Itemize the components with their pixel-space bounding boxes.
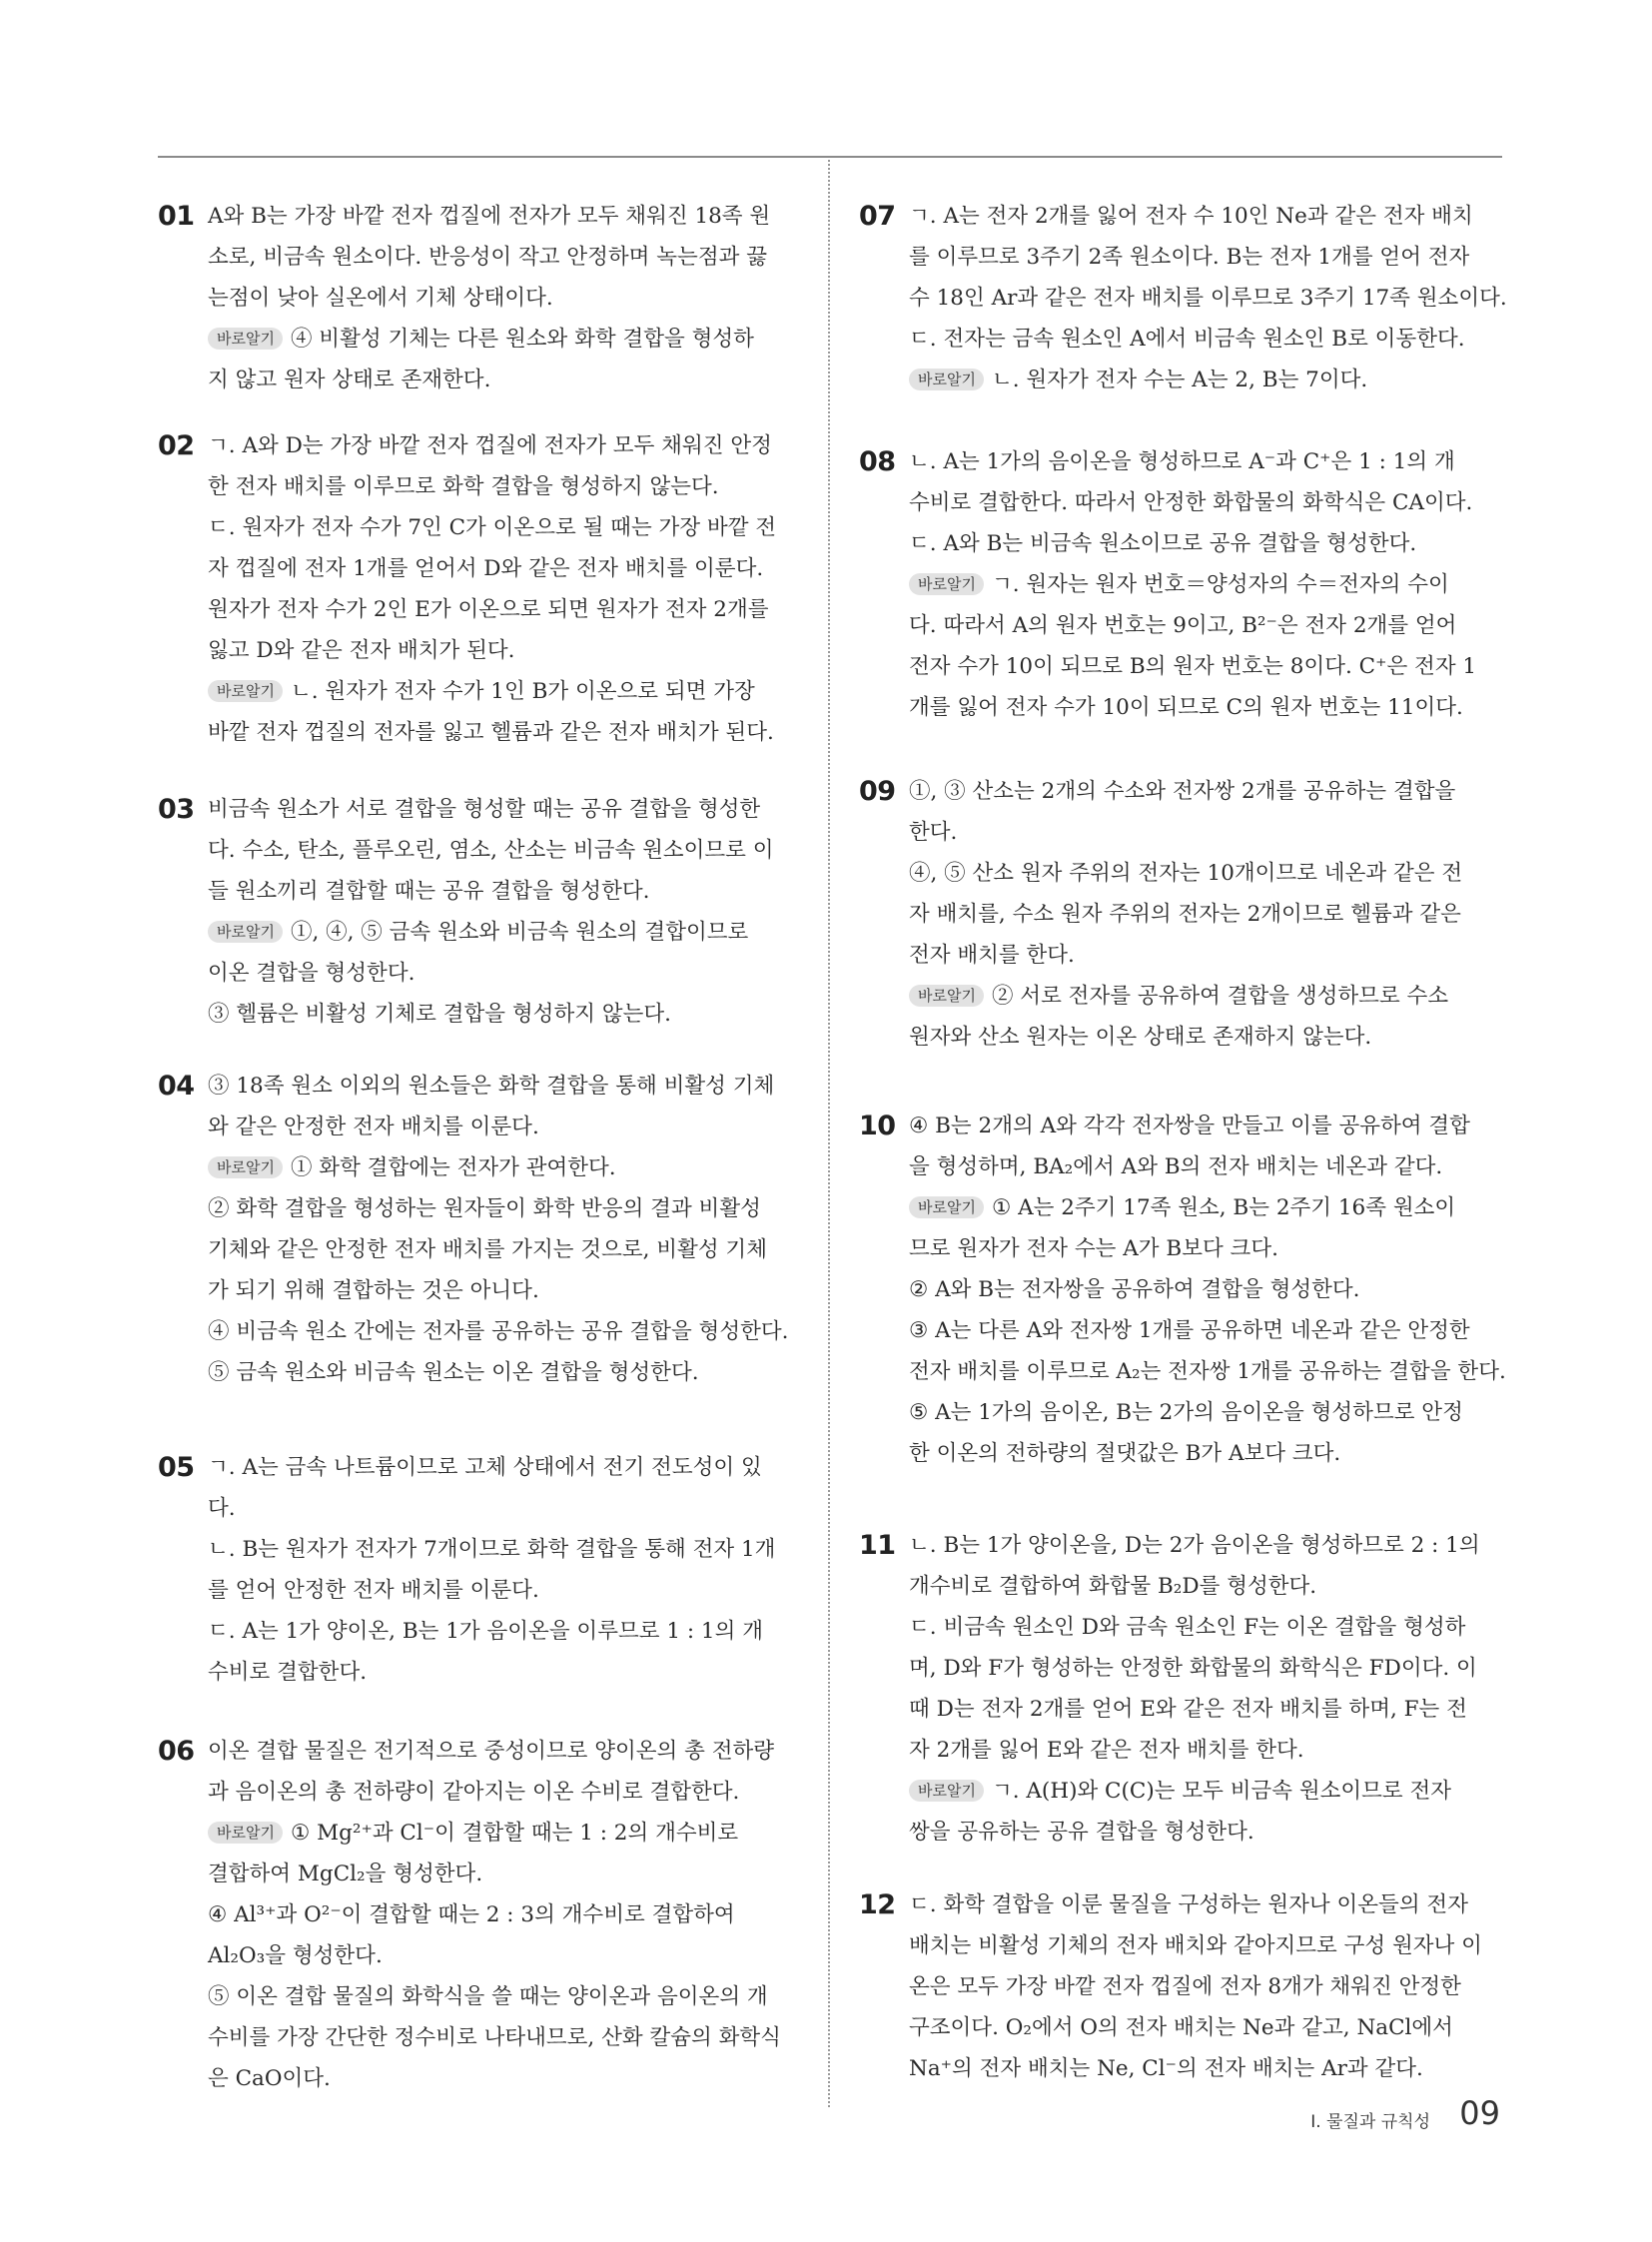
answer-text: ㄴ. B는 원자가 전자가 7개이므로 화학 결합을 통해 전자 1개 (208, 1537, 776, 1562)
answer-line (208, 2017, 837, 2058)
answer-line (208, 712, 837, 753)
question-block (158, 425, 837, 753)
answer-text: 쌍을 공유하는 공유 결합을 형성한다. (909, 1820, 1254, 1845)
answer-text: 전자 수가 10이 되므로 B의 원자 번호는 8이다. C⁺은 전자 1 (909, 654, 1477, 679)
question-number: 06 (158, 1736, 195, 1767)
answer-text: ① A는 2주기 17족 원소, B는 2주기 16족 원소이 (991, 1195, 1456, 1220)
answer-line (208, 830, 837, 871)
answer-line (909, 853, 1538, 894)
answer-text: ⑤ 이온 결합 물질의 화학식을 쓸 때는 양이온과 음이온의 개 (208, 1984, 768, 2009)
answer-text: 가 되기 위해 결합하는 것은 아니다. (208, 1278, 539, 1303)
answer-line (909, 1187, 1538, 1228)
answer-line (909, 1392, 1538, 1433)
answer-text: 들 원소끼리 결합할 때는 공유 결합을 형성한다. (208, 879, 650, 904)
answer-text: 이온 결합 물질은 전기적으로 중성이므로 양이온의 총 전하량 (208, 1739, 775, 1764)
answer-line (208, 425, 837, 466)
answer-line (208, 278, 837, 319)
top-rule (158, 156, 1502, 158)
answer-text: 다. 따라서 A의 원자 번호는 9이고, B²⁻은 전자 2개를 얻어 (909, 613, 1457, 638)
footer-section-title: Ⅰ. 물질과 규칙성 (1310, 2112, 1430, 2132)
answer-line (208, 1229, 837, 1270)
answer-text: ㄴ. B는 1가 양이온을, D는 2가 음이온을 형성하므로 2 : 1의 (909, 1533, 1480, 1558)
answer-text: 온은 모두 가장 바깥 전자 껍질에 전자 8개가 채워진 안정한 (909, 1974, 1461, 1999)
answer-line (909, 976, 1538, 1017)
answer-line (208, 953, 837, 994)
correction-badge: 바로알기 (909, 573, 984, 595)
question-number: 10 (859, 1111, 896, 1141)
answer-text: 한 이온의 전하량의 절댓값은 B가 A보다 크다. (909, 1441, 1341, 1466)
answer-line (909, 2048, 1538, 2089)
answer-text: 수비로 결합한다. 따라서 안정한 화합물의 화학식은 CA이다. (909, 490, 1473, 515)
question-block (158, 1066, 837, 1393)
answer-text: 잃고 D와 같은 전자 배치가 된다. (208, 638, 515, 663)
answer-text: ④ Al³⁺과 O²⁻이 결합할 때는 2 : 3의 개수비로 결합하여 (208, 1902, 735, 1927)
correction-badge: 바로알기 (208, 680, 283, 702)
answer-line (208, 1107, 837, 1147)
answer-text: ㄷ. A는 1가 양이온, B는 1가 음이온을 이루므로 1 : 1의 개 (208, 1619, 763, 1644)
answer-text: 를 얻어 안정한 전자 배치를 이룬다. (208, 1578, 539, 1603)
question-number: 09 (859, 776, 896, 807)
answer-line (909, 646, 1538, 687)
answer-line (208, 1352, 837, 1393)
answer-line (909, 278, 1538, 319)
answer-line (208, 671, 837, 712)
answer-text: ㄴ. A는 1가의 음이온을 형성하므로 A⁻과 C⁺은 1 : 1의 개 (909, 449, 1455, 474)
answer-text: ㄴ. 원자가 전자 수는 A는 2, B는 7이다. (991, 368, 1368, 392)
answer-text: 자 2개를 잃어 E와 같은 전자 배치를 한다. (909, 1738, 1304, 1763)
answer-line (909, 1228, 1538, 1269)
answer-text: 소로, 비금속 원소이다. 반응성이 작고 안정하며 녹는점과 끓 (208, 245, 767, 270)
answer-line (909, 1771, 1538, 1812)
answer-text: ② 서로 전자를 공유하여 결합을 생성하므로 수소 (991, 984, 1449, 1009)
answer-line (909, 1925, 1538, 1966)
page-number: 09 (1459, 2094, 1500, 2132)
question-block (158, 1447, 837, 1693)
question-block (158, 1731, 837, 2099)
answer-text: 개수비로 결합하여 화합물 B₂D를 형성한다. (909, 1574, 1317, 1599)
answer-text: ①, ③ 산소는 2개의 수소와 전자쌍 2개를 공유하는 결합을 (909, 779, 1456, 804)
answer-text: ② 화학 결합을 형성하는 원자들이 화학 반응의 결과 비활성 (208, 1196, 761, 1221)
answer-line (909, 1310, 1538, 1351)
answer-line (208, 196, 837, 237)
answer-text: 기체와 같은 안정한 전자 배치를 가지는 것으로, 비활성 기체 (208, 1237, 767, 1262)
correction-badge: 바로알기 (208, 328, 283, 350)
answer-line (208, 1529, 837, 1570)
answer-text: ㄱ. 원자는 원자 번호＝양성자의 수＝전자의 수이 (991, 572, 1449, 597)
answer-line (909, 605, 1538, 646)
answer-text: 비금속 원소가 서로 결합을 형성할 때는 공유 결합을 형성한 (208, 797, 761, 822)
question-number: 02 (158, 430, 195, 461)
answer-line (208, 1147, 837, 1188)
answer-line (208, 589, 837, 630)
answer-text: 자 배치를, 수소 원자 주위의 전자는 2개이므로 헬륨과 같은 (909, 902, 1461, 927)
answer-line (909, 771, 1538, 812)
answer-line (909, 1648, 1538, 1689)
answer-text: 때 D는 전자 2개를 얻어 E와 같은 전자 배치를 하며, F는 전 (909, 1697, 1467, 1722)
answer-text: ㄱ. A는 전자 2개를 잃어 전자 수 10인 Ne과 같은 전자 배치 (909, 204, 1473, 229)
answer-line (208, 319, 837, 360)
answer-line (208, 2058, 837, 2099)
answer-line (909, 1689, 1538, 1730)
answer-line (208, 994, 837, 1035)
answer-text: 을 형성하며, BA₂에서 A와 B의 전자 배치는 네온과 같다. (909, 1154, 1443, 1179)
answer-line (208, 1311, 837, 1352)
answer-line (909, 482, 1538, 523)
answer-text: 구조이다. O₂에서 O의 전자 배치는 Ne과 같고, NaCl에서 (909, 2015, 1453, 2040)
answer-text: ㄱ. A는 금속 나트륨이므로 고체 상태에서 전기 전도성이 있 (208, 1455, 762, 1480)
answer-text: Na⁺의 전자 배치는 Ne, Cl⁻의 전자 배치는 Ar과 같다. (909, 2056, 1423, 2081)
answer-line (909, 523, 1538, 564)
answer-line (208, 789, 837, 830)
correction-badge: 바로알기 (208, 1156, 283, 1178)
answer-line (909, 2007, 1538, 2048)
answer-text: 다. 수소, 탄소, 플루오린, 염소, 산소는 비금속 원소이므로 이 (208, 838, 774, 863)
answer-line (208, 507, 837, 548)
question-number: 05 (158, 1452, 195, 1483)
question-block (859, 441, 1538, 728)
answer-line (909, 1269, 1538, 1310)
answer-text: ④ 비활성 기체는 다른 원소와 화학 결합을 형성하 (290, 327, 754, 352)
answer-text: 원자와 산소 원자는 이온 상태로 존재하지 않는다. (909, 1025, 1372, 1050)
answer-line (909, 1966, 1538, 2007)
correction-badge: 바로알기 (909, 985, 984, 1007)
answer-line (909, 319, 1538, 360)
answer-line (909, 1017, 1538, 1058)
answer-line (909, 1884, 1538, 1925)
answer-line (208, 1570, 837, 1611)
answer-text: ㄴ. 원자가 전자 수가 1인 B가 이온으로 되면 가장 (290, 679, 755, 704)
answer-line (909, 196, 1538, 237)
answer-line (909, 1106, 1538, 1146)
answer-text: 수비를 가장 간단한 정수비로 나타내므로, 산화 칼슘의 화학식 (208, 2025, 781, 2050)
answer-text: ④, ⑤ 산소 원자 주위의 전자는 10개이므로 네온과 같은 전 (909, 861, 1463, 886)
question-number: 08 (859, 446, 896, 477)
answer-text: ㄷ. A와 B는 비금속 원소이므로 공유 결합을 형성한다. (909, 531, 1417, 556)
answer-line (208, 237, 837, 278)
answer-text: 지 않고 원자 상태로 존재한다. (208, 368, 491, 392)
answer-text: 며, D와 F가 형성하는 안정한 화합물의 화학식은 FD이다. 이 (909, 1656, 1477, 1681)
question-number: 01 (158, 201, 195, 232)
answer-line (208, 1935, 837, 1976)
question-block (859, 771, 1538, 1058)
answer-line (208, 630, 837, 671)
answer-line (909, 441, 1538, 482)
answer-text: 원자가 전자 수가 2인 E가 이온으로 되면 원자가 전자 2개를 (208, 597, 769, 622)
answer-text: 자 껍질에 전자 1개를 얻어서 D와 같은 전자 배치를 이룬다. (208, 556, 764, 581)
answer-line (909, 687, 1538, 728)
answer-line (208, 1488, 837, 1529)
answer-line (208, 1447, 837, 1488)
answer-text: ① 화학 결합에는 전자가 관여한다. (290, 1155, 616, 1180)
answer-text: 와 같은 안정한 전자 배치를 이룬다. (208, 1115, 539, 1139)
answer-text: ④ B는 2개의 A와 각각 전자쌍을 만들고 이를 공유하여 결합 (909, 1114, 1470, 1138)
answer-text: 는점이 낮아 실온에서 기체 상태이다. (208, 286, 553, 311)
answer-line (208, 1731, 837, 1772)
answer-text: ⑤ A는 1가의 음이온, B는 2가의 음이온을 형성하므로 안정 (909, 1400, 1463, 1425)
answer-text: ③ 헬륨은 비활성 기체로 결합을 형성하지 않는다. (208, 1002, 671, 1027)
answer-line (208, 1976, 837, 2017)
correction-badge: 바로알기 (208, 921, 283, 943)
answer-text: 바깥 전자 껍질의 전자를 잃고 헬륨과 같은 전자 배치가 된다. (208, 720, 774, 745)
question-block (859, 1884, 1538, 2089)
answer-line (909, 894, 1538, 935)
answer-text: 다. (208, 1496, 236, 1521)
answer-text: ㄱ. A(H)와 C(C)는 모두 비금속 원소이므로 전자 (991, 1779, 1452, 1804)
answer-line (208, 1188, 837, 1229)
correction-badge: 바로알기 (909, 1196, 984, 1218)
question-number: 04 (158, 1071, 195, 1102)
answer-line (909, 1146, 1538, 1187)
answer-line (909, 1812, 1538, 1853)
answer-line (208, 1066, 837, 1107)
answer-text: ③ A는 다른 A와 전자쌍 1개를 공유하면 네온과 같은 안정한 (909, 1318, 1470, 1343)
question-number: 07 (859, 201, 896, 232)
question-number: 03 (158, 794, 195, 825)
answer-line (208, 1652, 837, 1693)
answer-line (208, 1611, 837, 1652)
answer-line (208, 871, 837, 912)
question-block (859, 1525, 1538, 1853)
correction-badge: 바로알기 (909, 1780, 984, 1802)
correction-badge: 바로알기 (909, 369, 984, 390)
question-number: 12 (859, 1889, 896, 1920)
answer-line (909, 1433, 1538, 1474)
answer-line (208, 466, 837, 507)
answer-text: 한다. (909, 820, 958, 845)
answer-line (909, 360, 1538, 400)
answer-text: 전자 배치를 이루므로 A₂는 전자쌍 1개를 공유하는 결합을 한다. (909, 1359, 1506, 1384)
question-block (158, 196, 837, 400)
answer-line (208, 1813, 837, 1854)
question-block (859, 1106, 1538, 1474)
question-block (859, 196, 1538, 400)
answer-text: 를 이루므로 3주기 2족 원소이다. B는 전자 1개를 얻어 전자 (909, 245, 1470, 270)
answer-line (208, 360, 837, 400)
answer-text: 배치는 비활성 기체의 전자 배치와 같아지므로 구성 원자나 이 (909, 1933, 1482, 1958)
answer-text: 므로 원자가 전자 수는 A가 B보다 크다. (909, 1236, 1278, 1261)
question-block (158, 789, 837, 1035)
answer-text: ㄷ. 화학 결합을 이룬 물질을 구성하는 원자나 이온들의 전자 (909, 1892, 1468, 1917)
answer-text: 한 전자 배치를 이루므로 화학 결합을 형성하지 않는다. (208, 474, 719, 499)
answer-line (208, 1894, 837, 1935)
answer-line (208, 1854, 837, 1894)
answer-line (909, 1607, 1538, 1648)
answer-line (909, 1730, 1538, 1771)
answer-line (208, 1270, 837, 1311)
answer-text: 수 18인 Ar과 같은 전자 배치를 이루므로 3주기 17족 원소이다. (909, 286, 1507, 311)
answer-line (909, 812, 1538, 853)
answer-text: ① Mg²⁺과 Cl⁻이 결합할 때는 1 : 2의 개수비로 (290, 1821, 739, 1846)
answer-text: 은 CaO이다. (208, 2066, 331, 2091)
answer-line (909, 1566, 1538, 1607)
answer-text: ㄷ. 원자가 전자 수가 7인 C가 이온으로 될 때는 가장 바깥 전 (208, 515, 777, 540)
answer-text: ㄷ. 전자는 금속 원소인 A에서 비금속 원소인 B로 이동한다. (909, 327, 1465, 352)
question-number: 11 (859, 1530, 896, 1561)
answer-line (909, 237, 1538, 278)
answer-line (208, 548, 837, 589)
answer-text: 수비로 결합한다. (208, 1660, 368, 1685)
answer-text: ④ 비금속 원소 간에는 전자를 공유하는 공유 결합을 형성한다. (208, 1319, 789, 1344)
answer-text: ㄷ. 비금속 원소인 D와 금속 원소인 F는 이온 결합을 형성하 (909, 1615, 1466, 1640)
answer-text: ㄱ. A와 D는 가장 바깥 전자 껍질에 전자가 모두 채워진 안정 (208, 433, 772, 458)
answer-text: 과 음이온의 총 전하량이 같아지는 이온 수비로 결합한다. (208, 1780, 740, 1805)
answer-text: ③ 18족 원소 이외의 원소들은 화학 결합을 통해 비활성 기체 (208, 1074, 775, 1099)
answer-text: 개를 잃어 전자 수가 10이 되므로 C의 원자 번호는 11이다. (909, 695, 1463, 720)
answer-text: Al₂O₃을 형성한다. (208, 1943, 383, 1968)
answer-line (909, 1525, 1538, 1566)
answer-text: ⑤ 금속 원소와 비금속 원소는 이온 결합을 형성한다. (208, 1360, 699, 1385)
answer-text: 이온 결합을 형성한다. (208, 961, 415, 986)
correction-badge: 바로알기 (208, 1822, 283, 1844)
answer-text: ② A와 B는 전자쌍을 공유하여 결합을 형성한다. (909, 1277, 1360, 1302)
answer-line (909, 1351, 1538, 1392)
answer-text: 전자 배치를 한다. (909, 943, 1075, 968)
answer-line (909, 564, 1538, 605)
answer-text: ①, ④, ⑤ 금속 원소와 비금속 원소의 결합이므로 (290, 920, 749, 945)
answer-text: A와 B는 가장 바깥 전자 껍질에 전자가 모두 채워진 18족 원 (208, 204, 771, 229)
answer-text: 결합하여 MgCl₂을 형성한다. (208, 1862, 483, 1886)
answer-line (208, 912, 837, 953)
answer-line (909, 935, 1538, 976)
answer-line (208, 1772, 837, 1813)
